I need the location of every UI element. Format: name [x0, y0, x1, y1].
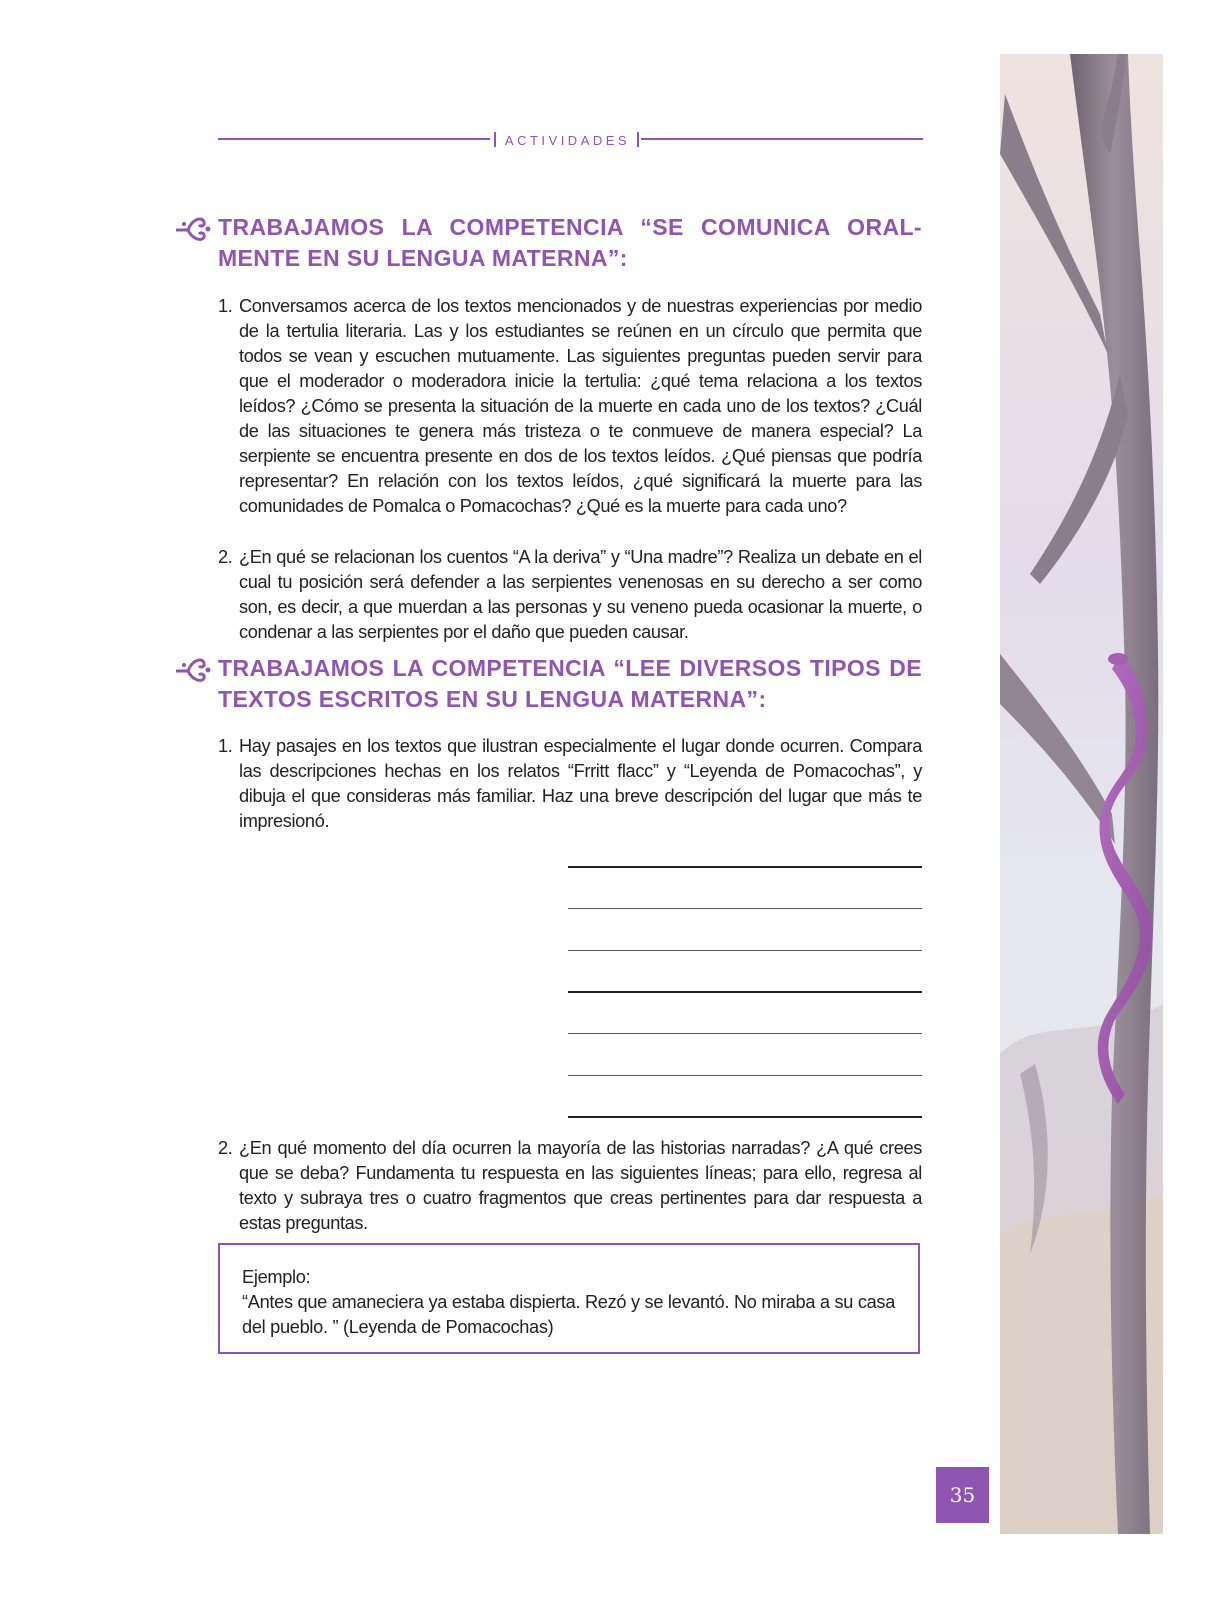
item-number: 2. — [218, 547, 233, 567]
section-title-reading: TRABAJAMOS LA COMPETENCIA “LEE DIVERSOS TIPOS DE TEXTOS ESCRITOS EN SU LENGUA MATERNA”: — [218, 655, 922, 712]
answer-line[interactable] — [568, 908, 922, 909]
list-item — [218, 1136, 922, 1236]
answer-line[interactable] — [568, 1075, 922, 1076]
list-item — [218, 545, 922, 645]
item-text: Conversamos acerca de los textos mencionados y de nuestras experiencias por medio de la tertulia literaria. Las y los estudiantes se reúnen en un círculo que permita que todos se vean y escuchen mutuamente. Las siguientes preguntas pueden servir para que el moderador o moderadora inicie la tertulia: ¿qué tema relaciona a los textos leídos? ¿Cómo se presenta la situación de la muerte en cada uno de los textos? ¿Cuál de las situaciones te genera más tristeza o te conmueve de manera especial? La serpiente se encuentra presente en dos de los textos leídos. ¿Qué piensas que podría representar? En relación con los textos leídos, ¿qué significará la muerte para las comunidades de Pomalca o Pomacochas? ¿Qué es la muerte para cada uno? — [239, 296, 922, 516]
list-item — [218, 734, 922, 834]
item-text: ¿En qué momento del día ocurren la mayoría de las historias narradas? ¿A qué crees que se deba? Fundamenta tu respuesta en las siguientes líneas; para ello, regresa al texto y subraya tres o cuatro fragmentos que creas pertinentes para dar respuesta a estas preguntas. — [239, 1138, 922, 1233]
answer-line[interactable] — [568, 950, 922, 951]
page-number: 35 — [936, 1467, 989, 1523]
answer-line[interactable] — [568, 866, 922, 868]
tree-illustration-icon — [1000, 54, 1163, 1534]
item-number: 1. — [218, 736, 233, 756]
section-title-oral: TRABAJAMOS LA COMPETENCIA “SE COMUNICA ORAL- MENTE EN SU LENGUA MATERNA”: — [218, 214, 922, 271]
item-text: ¿En qué se relacionan los cuentos “A la deriva” y “Una madre”? Realiza un debate en el cual tu posición será defender a las serpientes venenosas en su derecho a ser como son, es decir, a que muerdan a las personas y su veneno pueda ocasionar la muerte, o condenar a las serpientes por el daño que pueden causar. — [239, 547, 922, 642]
item-text: Hay pasajes en los textos que ilustran especialmente el lugar donde ocurren. Compara las descripciones hechas en los relatos “Frritt flacc” y “Leyenda de Pomacochas”, y dibuja el que consideras más familiar. Haz una breve descripción del lugar que más te impresionó. — [239, 736, 922, 831]
header-rule-right — [641, 138, 923, 140]
header-rule-left — [218, 138, 490, 140]
fleuron-icon — [174, 213, 214, 245]
answer-line[interactable] — [568, 1116, 922, 1118]
example-box — [218, 1243, 920, 1354]
example-label: Ejemplo: — [242, 1267, 311, 1287]
answer-line[interactable] — [568, 1033, 922, 1034]
header-tick-left — [494, 132, 496, 147]
example-quote: “Antes que amaneciera ya estaba dispierta. Rezó y se levantó. No miraba a su casa del pueblo. ” (Leyenda de Pomacochas) — [242, 1292, 896, 1337]
item-number: 1. — [218, 296, 233, 316]
fleuron-icon — [174, 654, 214, 686]
answer-line[interactable] — [568, 991, 922, 993]
item-number: 2. — [218, 1138, 233, 1158]
header-tick-right — [637, 132, 639, 147]
list-item — [218, 294, 922, 519]
section-label: ACTIVIDADES — [504, 133, 631, 148]
